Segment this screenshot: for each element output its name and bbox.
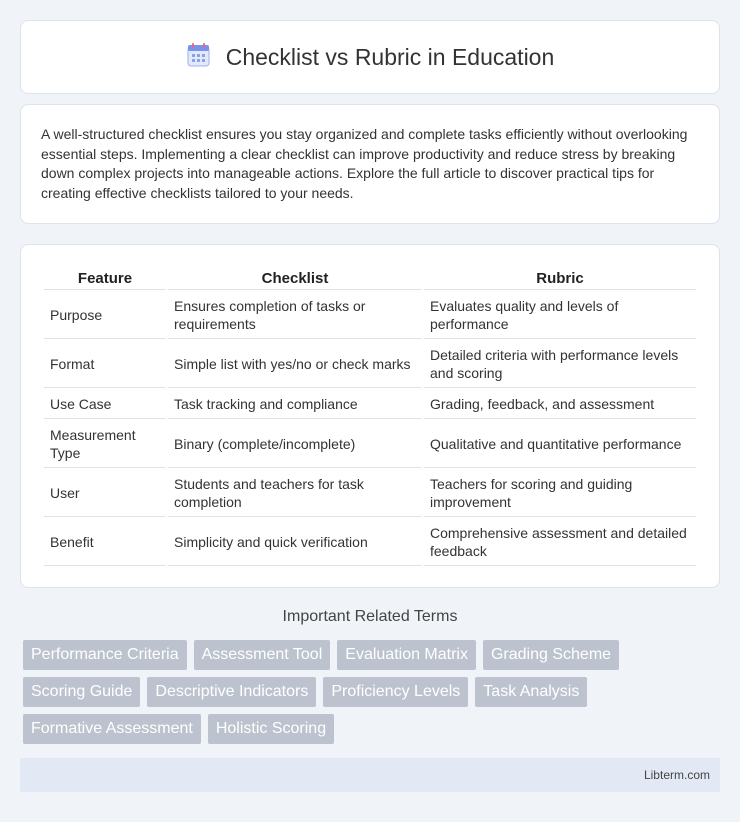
table-row [44, 341, 696, 388]
related-terms-title: Important Related Terms [282, 608, 458, 625]
checklist-cell: Simple list with yes/no or check marks [168, 341, 422, 388]
intro-text: A well-structured checklist ensures you stay organized and complete tasks efficiently without overlooking essential steps. Implementing a clear checklist can improve productivity and reduce stress by breaking down complex projects into manageable actions. Explore the full article to discover practical tips for creating effective checklists tailored to your needs. [41, 126, 688, 201]
table-header-row [44, 267, 696, 290]
feature-cell: User [44, 470, 166, 517]
table-row [44, 390, 696, 419]
column-header-rubric: Rubric [424, 267, 696, 290]
feature-cell: Benefit [44, 519, 166, 566]
column-header-checklist: Checklist [168, 267, 422, 290]
rubric-cell: Evaluates quality and levels of performance [424, 292, 696, 339]
rubric-cell: Detailed criteria with performance levels and scoring [424, 341, 696, 388]
tag-holistic-scoring[interactable]: Holistic Scoring [208, 714, 334, 744]
checklist-cell: Students and teachers for task completion [168, 470, 422, 517]
footer-site-link[interactable]: Libterm.com [643, 768, 710, 782]
checklist-cell: Binary (complete/incomplete) [168, 421, 422, 468]
header-card [20, 20, 720, 94]
table-row [44, 421, 696, 468]
tag-assessment-tool[interactable]: Assessment Tool [194, 640, 331, 670]
rubric-cell: Comprehensive assessment and detailed feedback [424, 519, 696, 566]
tag-descriptive-indicators[interactable]: Descriptive Indicators [147, 677, 316, 707]
tag-task-analysis[interactable]: Task Analysis [475, 677, 587, 707]
rubric-cell: Teachers for scoring and guiding improvement [424, 470, 696, 517]
feature-cell: Measurement Type [44, 421, 166, 468]
tag-evaluation-matrix[interactable]: Evaluation Matrix [337, 640, 476, 670]
rubric-cell: Grading, feedback, and assessment [424, 390, 696, 419]
feature-cell: Use Case [44, 390, 166, 419]
rubric-cell: Qualitative and quantitative performance [424, 421, 696, 468]
related-terms-tags [23, 640, 723, 744]
header [186, 42, 555, 73]
feature-cell: Format [44, 341, 166, 388]
checklist-app-icon [186, 42, 212, 73]
checklist-cell: Task tracking and compliance [168, 390, 422, 419]
comparison-table [42, 265, 698, 568]
tag-grading-scheme[interactable]: Grading Scheme [483, 640, 619, 670]
checklist-cell: Simplicity and quick verification [168, 519, 422, 566]
page-title: Checklist vs Rubric in Education [225, 43, 555, 70]
footer [20, 758, 720, 792]
tag-proficiency-levels[interactable]: Proficiency Levels [323, 677, 468, 707]
intro-card [20, 104, 720, 224]
feature-cell: Purpose [44, 292, 166, 339]
table-row [44, 470, 696, 517]
tag-formative-assessment[interactable]: Formative Assessment [23, 714, 201, 744]
table-row [44, 519, 696, 566]
comparison-card [20, 244, 720, 588]
table-row [44, 292, 696, 339]
column-header-feature: Feature [44, 267, 166, 290]
checklist-cell: Ensures completion of tasks or requirements [168, 292, 422, 339]
tag-scoring-guide[interactable]: Scoring Guide [23, 677, 140, 707]
tag-performance-criteria[interactable]: Performance Criteria [23, 640, 187, 670]
